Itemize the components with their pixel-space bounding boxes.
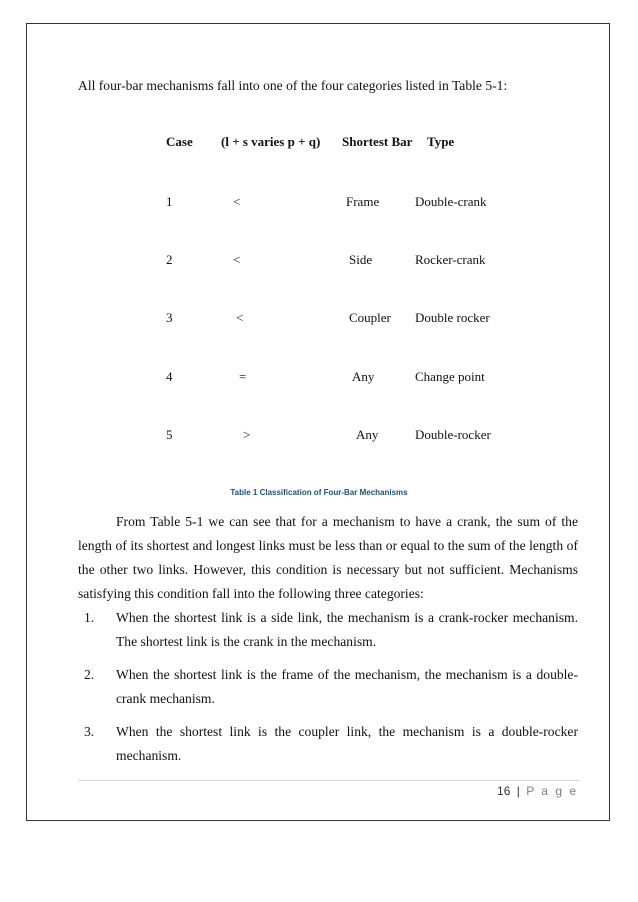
footer-divider [78,780,580,781]
categories-list [78,606,578,777]
list-item-text: When the shortest link is the frame of the mechanism, the mechanism is a double-crank mechanism. [116,667,578,706]
table-cell-type: Rocker-crank [415,252,486,267]
page-footer [497,784,578,798]
table-cell-condition: < [233,194,241,209]
table-cell-shortest-bar: Frame [346,194,380,209]
table-cell-type: Change point [415,369,485,384]
table-cell-shortest-bar: Coupler [349,310,391,325]
table-header-type: Type [427,134,455,149]
table-cell-type: Double rocker [415,310,490,325]
list-item-text: When the shortest link is the coupler link, the mechanism is a double-rocker mechanism. [116,724,578,763]
list-item [78,606,578,654]
table-cell-case: 5 [166,427,173,442]
list-item [78,663,578,711]
list-item-number: 2. [84,667,95,682]
table-header-condition: (l + s varies p + q) [221,134,321,149]
page-number: 16 [497,784,511,798]
intro-text: All four-bar mechanisms fall into one of the four categories listed in Table 5-1: [78,78,508,93]
table-caption: Table 1 Classification of Four-Bar Mechanisms [230,488,408,497]
page-separator: | [516,784,520,798]
table-cell-shortest-bar: Any [352,369,375,384]
list-item-number: 3. [84,724,95,739]
table-cell-case: 3 [166,310,173,325]
table-cell-type: Double-rocker [415,427,491,442]
table-cell-condition: < [236,310,244,325]
table-cell-type: Double-crank [415,194,487,209]
list-item [78,720,578,768]
table-cell-condition: = [239,369,247,384]
table-cell-shortest-bar: Any [356,427,379,442]
table-header-shortest-bar: Shortest Bar [342,134,413,149]
table-cell-condition: < [233,252,241,267]
list-item-number: 1. [84,610,95,625]
table-cell-case: 2 [166,252,173,267]
table-header-case: Case [166,134,193,149]
table-cell-case: 4 [166,369,173,384]
table-cell-shortest-bar: Side [349,252,373,267]
table-cell-condition: > [243,427,251,442]
body-paragraph: From Table 5-1 we can see that for a mechanism to have a crank, the sum of the length of its shortest and longest links must be less than or equal to the sum of the length of the other two links. However, this condition is necessary but not sufficient. Mechanisms satisfying this condition fall into the following three categories: [78,514,578,601]
page-label: P a g e [526,784,578,798]
table-cell-case: 1 [166,194,173,209]
list-item-text: When the shortest link is a side link, the mechanism is a crank-rocker mechanism. The shortest link is the crank in the mechanism. [116,610,578,649]
